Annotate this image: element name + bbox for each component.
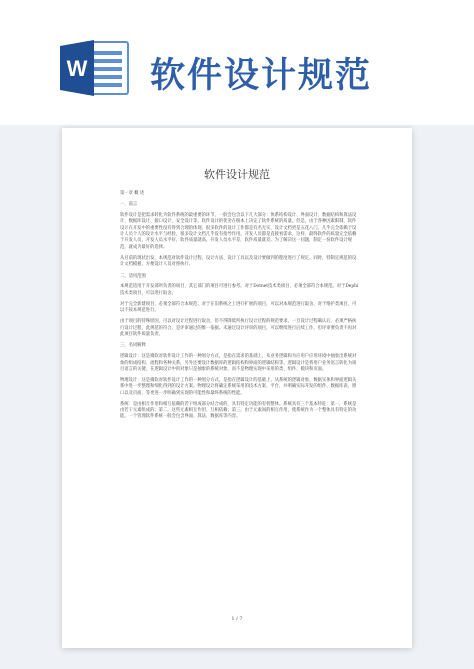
document-title: 软件设计规范 — [204, 168, 270, 181]
banner-title: 软件设计规范 — [150, 56, 373, 96]
paragraph: 由于项目的特殊原因，可以对设计过程进行取舍，但不得降低所执行设计过程的规范要求。一旦设计过程确认后，必须严格执行设计过程，此规范的符合，是评审通过的惟一依据。未通过设计评审的项目，可以继续进行后续工作，但评审要负责不再对此项目软件质量负责。 — [120, 319, 357, 337]
header-banner — [0, 0, 474, 125]
paragraph: 物理设计：这是微软对软件设计工作的一种划分方式，是指在逻辑设计的基础上，从系统的逻辑对象、数据实体和界面逻辑关系中进一步整理和细化得到的设计方案。物理设计将确定系统采用的技术方案、平台，并明确实际开发的组件、数据库表、窗口以及页面，等更进一步明确到实现的可能性和最终系统的性能。 — [120, 377, 357, 396]
document-page — [62, 128, 412, 648]
section-heading: 一、前言 — [120, 201, 138, 207]
paragraph: 对于完全新建项目，必须全部符合本规范；对于在旧系统之上进行扩展的项目，可以对本规范进行取舍，对于维护类项目，可以不按本规范进行。 — [120, 301, 357, 314]
paragraph: 从目前的现状出发，本规范对软件设计过程、设计方法、设计工具以及设计要做到的程度进行了规定。同时，特制定规范的设计文档模板，方便设计人员对照执行。 — [120, 255, 357, 268]
word-icon — [58, 38, 132, 98]
document-body — [120, 191, 360, 425]
paragraph: 系统：是由相互作用和相互依赖的若干组成部分结合成的，具有特定功能的有机整体。系统具有三个基本特征：第一，系统是由若干元素组成的；第二，这些元素相互作用、互相依赖；第三，由于元素间的相互作用，使系统作为一个整体具有特定的功能。一个管理软件系统一般会包含界面、算法、数据库等内容。 — [120, 401, 357, 420]
page-number: 1 / 7 — [231, 616, 243, 622]
section-heading: 三、名词解释 — [120, 343, 146, 349]
paragraph: 软件设计是把需求转化为软件系统的最重要的环节，一般会包含以下几大部分：体系结构设计、界面设计、数据结构和算法设计、数据库设计、接口设计、安全设计等。软件设计的优劣在根本上决定了软件系统的质量。但是，由于各种因素限制，软件设计在开发中的重要性没有得到合理的体现，很多软件的设计工作都是有名无实，设计文档更是五花八门，几乎完全依赖于设计人员个人的设计水平与经验，很多设计文档几乎没有指导作用。开发人员都是直接看需求，这样，最终软件的质量完全依赖于开发人员，开发人员水平好，软件质量就高，开发人员水平差，软件质量就差。为了解决这一问题，制定一份软件设计规范，就成为最好的选择。 — [120, 212, 357, 250]
chapter-heading: 第一章 概 述 — [120, 191, 145, 196]
paragraph: 逻辑设计：这是微软对软件设计工作的一种划分方式，是指在需求的基础上，从业务逻辑和为应用户应用环境中抽象出系统对象的组成结构、流程和各种关系，另外还要设计数据库的逻辑结构和界面的逻辑结构等。逻辑设计是将用户业务语言转化为项目语言的关键，在逻辑设计中的对象只是抽象的系统对象，而不是物理实现中采用的类、组件、模块和页面。 — [120, 354, 357, 373]
word-logo-letter: W — [66, 56, 88, 81]
section-heading: 二、适用范围 — [120, 273, 146, 279]
paragraph: 本规范适用于开发部所负责的项目，其它部门的项目可进行参考。对于Dotnet技术类项目，必须全部符合本规范。对于Dephi技术类项目，可以进行取舍。 — [120, 284, 359, 296]
